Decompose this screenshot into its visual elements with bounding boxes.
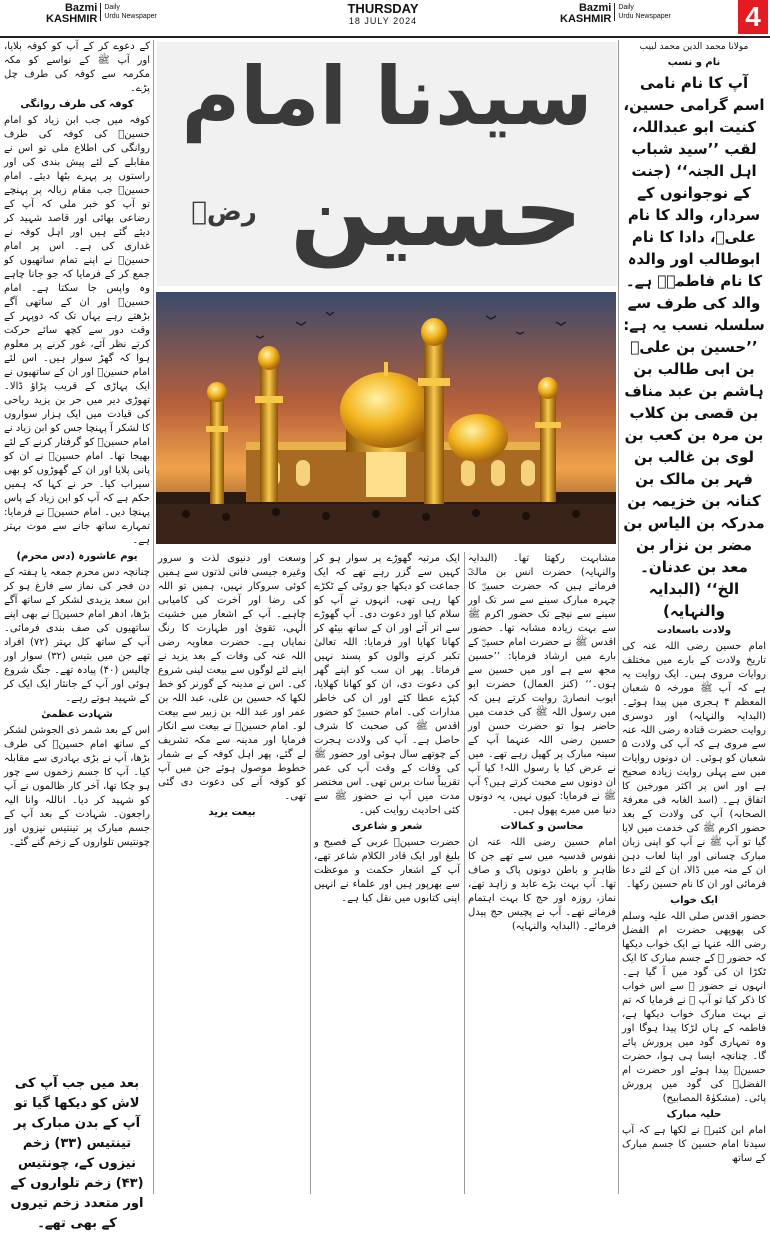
section-heading: حلیہ مبارک (666, 1109, 722, 1120)
masthead (0, 0, 770, 38)
headline-line-2: حسین (290, 156, 583, 268)
section-heading: یوم عاشورہ (دس محرم) (16, 551, 138, 562)
author-name: مولانا محمد الدین محمد لبیب (639, 42, 749, 52)
article-paragraph: وسعت اور دنیوی لذت و سرور وغیرہ جیسی فانی لذتوں سے ہمیں کوئی سروکار نہیں، ہمیں تو اللہ کی رضا اور آخرت کی کامیابی چاہیے۔ آپ کے اشعار میں خشیت الٰہی، تقویٰ اور طہارت کا رنگ نمایاں ہے۔ حضرت معاویہ رضی اللہ عنہ کی وفات کے بعد یزید نے اپنے لئے لوگوں سے بیعت لینی شروع کی۔ اس نے مدینہ کے گورنر کو خط لکھا کہ حسین بن علی، عبد اللہ بن عمر اور عبد اللہ بن زبیر سے بیعت لو۔ امام حسینؓ نے بیعت سے انکار فرمایا اور مدینہ سے مکہ تشریف لے گئے، پھر اہل کوفہ کے بے شمار خطوط موصول ہوئے جن میں آپ کو کوفہ آنے کی دعوت دی گئی تھی۔ (158, 553, 306, 802)
article-paragraph: حضور اقدس صلی اللہ علیہ وسلم کی پھوپھی حضرت ام الفضل رضی اللہ عنہا نے ایک خواب دیکھا کہ حضور ﷺ کے جسم مبارک کا ایک ٹکڑا ان کی گود میں آ گیا ہے۔ انہوں نے حضور ﷺ سے اس خواب کا ذکر کیا تو آپ ﷺ نے فرمایا کہ تم نے بہت مبارک خواب دیکھا ہے، فاطمہ کے ہاں لڑکا پیدا ہوگا اور وہ تمہاری گود میں پرورش پائے گا۔ چنانچہ ایسا ہی ہوا، حضرت حسینؓ پیدا ہوئے اور حضرت ام الفضلؓ کی گود میں پرورش پائی۔ (مشکوٰۃ المصابیح) (622, 911, 766, 1104)
column-divider (464, 552, 465, 1194)
article-paragraph: کے دعوے کر کے آپ کو کوفہ بلایا، اور آپ ﷺ کے نواسے کو مکہ مکرمہ سے کوفہ کی طرف چل پڑے۔ (4, 41, 150, 94)
issue-date-text: 18 JULY 2024 (348, 16, 418, 26)
callout-text: بعد میں جب آپ کی لاش کو دیکھا گیا تو آپ کے بدن مبارک پر تینتیس (۳۳) زخم نیزوں کے، چونتیس (۴۳) زخم تلواروں کے اور متعدد زخم تیروں کے بھی تھے۔ (10, 1076, 144, 1231)
brand-right (560, 3, 671, 25)
brand-left (46, 3, 157, 25)
article-paragraph: امام ابن کثیرؒ نے لکھا ہے کہ آپ سیدنا امام حسین کا جسم مبارک کے ساتھ (622, 1125, 766, 1164)
article-paragraph: حضرت حسینؓ عربی کے فصیح و بلیغ اور ایک قادر الکلام شاعر تھے، آپ کے اشعار حکمت و موعظت سے بھرپور ہیں اور علماء نے انہیں اپنی کتابوں میں نقل کیا ہے۔ (314, 837, 460, 904)
left-column-callout (4, 1074, 150, 1231)
left-column (4, 40, 150, 1068)
article-paragraph: امام حسین رضی اللہ عنہ ان نفوس قدسیہ میں سے تھے جن کا ظاہر و باطن دونوں پاک و صاف تھا۔ آپ بہت بڑے عابد و زاہد تھے، نماز، روزہ اور حج کا بہت اہتمام فرماتے تھے۔ آپ نے پچیس حج پیدل فرمائے۔ (البدایہ والنہایہ) (468, 837, 616, 932)
article-paragraph: مشابہت رکھتا تھا۔ (البدایہ والنہایہ) حضرت انس بن مالکؓ فرماتے ہیں کہ حضرت حسینؓ کا چہرہ مبارک سینے سے سر تک اور سینے سے نیچے تک حضور اکرم ﷺ سے بہت زیادہ مشابہ تھا۔ حضور اقدس ﷺ نے حضرت امام حسینؓ کے بارے میں ارشاد فرمایا: ’’حسین مجھ سے ہے اور میں حسین سے ہوں۔‘‘ (کنز العمال) حضرت ابو ایوب انصاریؓ روایت کرتے ہیں کہ میں رسول اللہ ﷺ کی خدمت میں حاضر ہوا تو حضرت حسن اور حسین رضی اللہ عنہما آپ کے سینہ مبارک پر کھیل رہے تھے۔ میں نے عرض کیا یا رسول اللہ! کیا آپ ان دونوں سے محبت کرتے ہیں؟ آپ ﷺ نے فرمایا: کیوں نہیں، یہ دونوں دنیا میں میرے پھول ہیں۔ (468, 553, 616, 816)
article-paragraph: ایک مرتبہ گھوڑے پر سوار ہو کر کہیں سے گزر رہے تھے کہ ایک جماعت کو دیکھا جو روٹی کے ٹکڑے کھا رہی تھی، انہوں نے آپ کو سلام کیا اور دعوت دی۔ آپ گھوڑے سے اتر آئے اور ان کے ساتھ بیٹھ کر کھانا کھایا اور فرمایا: اللہ تعالیٰ تکبر کرنے والوں کو پسند نہیں فرماتا۔ پھر ان سب کو اپنے گھر کی دعوت دی، ان کو کھانا کھلایا، کپڑے عطا کئے اور ان کی خاطر مدارات کی۔ امام حسینؓ کو حضور اقدس ﷺ کی صحبت کا شرف حاصل ہے۔ آپ کی ولادت ہجرت کے چوتھے سال ہوئی اور حضور ﷺ کی وفات کے وقت آپ کی عمر تقریباً سات برس تھی۔ اس مختصر مدت میں آپ نے حضور ﷺ سے کئی احادیث روایت کیں۔ (314, 553, 460, 816)
column-divider (618, 40, 619, 1194)
right-column (622, 40, 766, 1194)
honorific-mark: رضؓ (191, 197, 257, 227)
brand-tag-2: Urdu Newspaper (618, 13, 671, 20)
issue-day: THURSDAY (347, 1, 419, 16)
column-divider (310, 552, 311, 1194)
middle-column-c (158, 552, 306, 1194)
section-heading: ایک خواب (670, 895, 718, 906)
brand-tag-1: Daily (104, 4, 120, 11)
issue-date (318, 2, 448, 26)
section-heading: محاسن و کمالات (500, 821, 584, 832)
brand-name-2: KASHMIR (560, 13, 612, 25)
article-paragraph: چنانچہ دس محرم جمعہ یا ہفتہ کے دن فجر کی نماز سے فارغ ہو کر ابن سعد یزیدی لشکر کے ساتھ آگے بڑھا، ادھر امام حسینؓ نے بھی اپنے ساتھیوں کی صف بندی فرمائی۔ آپ کے ساتھ کل بہتر (۷۲) افراد تھے جن میں بتیس (۳۲) سوار اور چالیس (۴۰) پیادہ تھے۔ جنگ شروع ہوئی اور آپ کے جانثار ایک ایک کر کے شہید ہوتے رہے۔ (4, 567, 151, 704)
brand-name: Bazmi (578, 2, 612, 14)
shrine-illustration (156, 292, 616, 544)
section-heading: بیعت یزید (208, 807, 256, 818)
article-paragraph: اس کے بعد شمر ذی الجوشن لشکر کے ساتھ امام حسینؓ کی طرف بڑھا، آپ نے بڑی بہادری سے مقابلہ کیا۔ آپ کا جسم زخموں سے چور ہو چکا تھا، آخر کار ظالموں نے آپ کو شہید کر دیا۔ اناللہ وانا الیہ راجعون۔ شہادت کے بعد آپ کے جسم مبارک پر تینتیس نیزوں اور چونتیس تلواروں کے زخم گنے گئے۔ (4, 725, 150, 848)
page-number: 4 (738, 0, 768, 34)
brand-tag-1: Daily (618, 4, 634, 11)
column-divider (153, 40, 154, 1194)
article-paragraph: کوفہ میں جب ابن زیاد کو امام حسینؓ کی کوفہ کی طرف روانگی کی اطلاع ملی تو اس نے مقابلے کے لئے پیش بندی کی اور راستوں پر پہرے بٹھا دیئے۔ امام حسینؓ جب مقام زبالہ پر پہنچے تو آپ کو خبر ملی کہ آپ کے رضاعی بھائی اور قاصد شہید کر دیئے گئے ہیں اور اہل کوفہ نے غداری کی ہے۔ اس پر امام حسینؓ نے اپنے تمام ساتھیوں کو جمع کر کے فرمایا کہ جو جانا چاہے وہ واپس جا سکتا ہے۔ امام حسینؓ اور ان کے ساتھی آگے بڑھتے رہے یہاں تک کہ دوپہر کے وقت دور سے کچھ سائے حرکت کرتے نظر آئے، غور کرنے پر معلوم ہوا کہ گھڑ سوار ہیں۔ اس لئے امام حسینؓ اور ان کے ساتھیوں نے ایک پہاڑی کے قریب پڑاؤ ڈالا۔ تھوڑی دیر میں حر بن یزید ریاحی کی قیادت میں ایک ہزار سواروں کا لشکر آ پہنچا جس کو ابن زیاد نے امام حسینؓ کو گرفتار کرنے کے لئے بھیجا تھا۔ امام حسینؓ نے ان کو پانی پلایا اور ان کے گھوڑوں کو بھی سیراب کیا۔ حر نے کہا کہ ہمیں حکم ہے کہ آپ کو ابن زیاد کے پاس پہنچا دیں۔ امام حسینؓ نے فرمایا: تمہارے ساتھ جانے سے موت بہتر ہے۔ (4, 115, 150, 546)
brand-tag-2: Urdu Newspaper (104, 13, 157, 20)
article-paragraph: امام حسین رضی اللہ عنہ کی تاریخ ولادت کے بارے میں مختلف روایات مروی ہیں۔ ایک روایت یہ ہے کہ آپ ﷺ مورخہ ۵ شعبان المعظم ۴ ہجری میں پیدا ہوئے۔ (البدایہ والنہایہ) اور دوسری روایت حضرت قتادہ رضی اللہ عنہ سے مروی ہے کہ آپ کی ولادت ۵ شعبان کو ہوئی۔ ان دونوں روایات میں سے پہلی روایت زیادہ صحیح ہے اور اس پر اکثر مورخین کا اتفاق ہے۔ (اسد الغابہ فی معرفۃ الصحابہ) آپ کی ولادت کے بعد حضور اکرم ﷺ کی خدمت میں لایا گیا تو آپ ﷺ نے آپ کو اپنی زبان مبارک چسانی اور اپنا لعاب دہن ان کے منہ میں ڈالا، ان کے لئے دعا فرمائی اور ان کا نام حسین رکھا۔ (622, 641, 767, 890)
brand-name: Bazmi (64, 2, 98, 14)
middle-column-a (468, 552, 616, 1194)
middle-column-b (314, 552, 460, 1194)
section-heading: شعر و شاعری (351, 821, 423, 832)
brand-name-2: KASHMIR (46, 13, 98, 25)
shrine-photo (156, 292, 616, 544)
lineage-intro: آپ کا نام نامی اسم گرامی حسین، کنیت ابو عبداللہ، لقب ’’سید شباب اہل الجنہ‘‘ (جنت کے نوجوانوں کے سردار، والد کا نام علیؓ، دادا کا نام ابوطالب اور والدہ کا نام فاطمہؓ ہے۔ والد کی طرف سے سلسلہ نسب یہ ہے: ’’حسین بن علیؓ بن ابی طالب بن ہاشم بن عبد مناف بن قصی بن کلاب بن مرہ بن کعب بن لوی بن غالب بن فہر بن مالک بن کنانہ بن خزیمہ بن مدرکہ بن الیاس بن مضر بن نزار بن معد بن عدنان۔ الخ‘‘ (البدایہ والنہایہ) (623, 74, 765, 620)
section-heading: شہادت عظمیٰ (41, 709, 113, 720)
section-heading: کوفہ کی طرف روانگی (20, 99, 134, 110)
section-heading: نام و نسب (667, 57, 721, 68)
section-heading: ولادت باسعادت (656, 625, 732, 636)
headline-line-1: سیدنا امام (181, 50, 593, 143)
headline-block (157, 42, 617, 286)
